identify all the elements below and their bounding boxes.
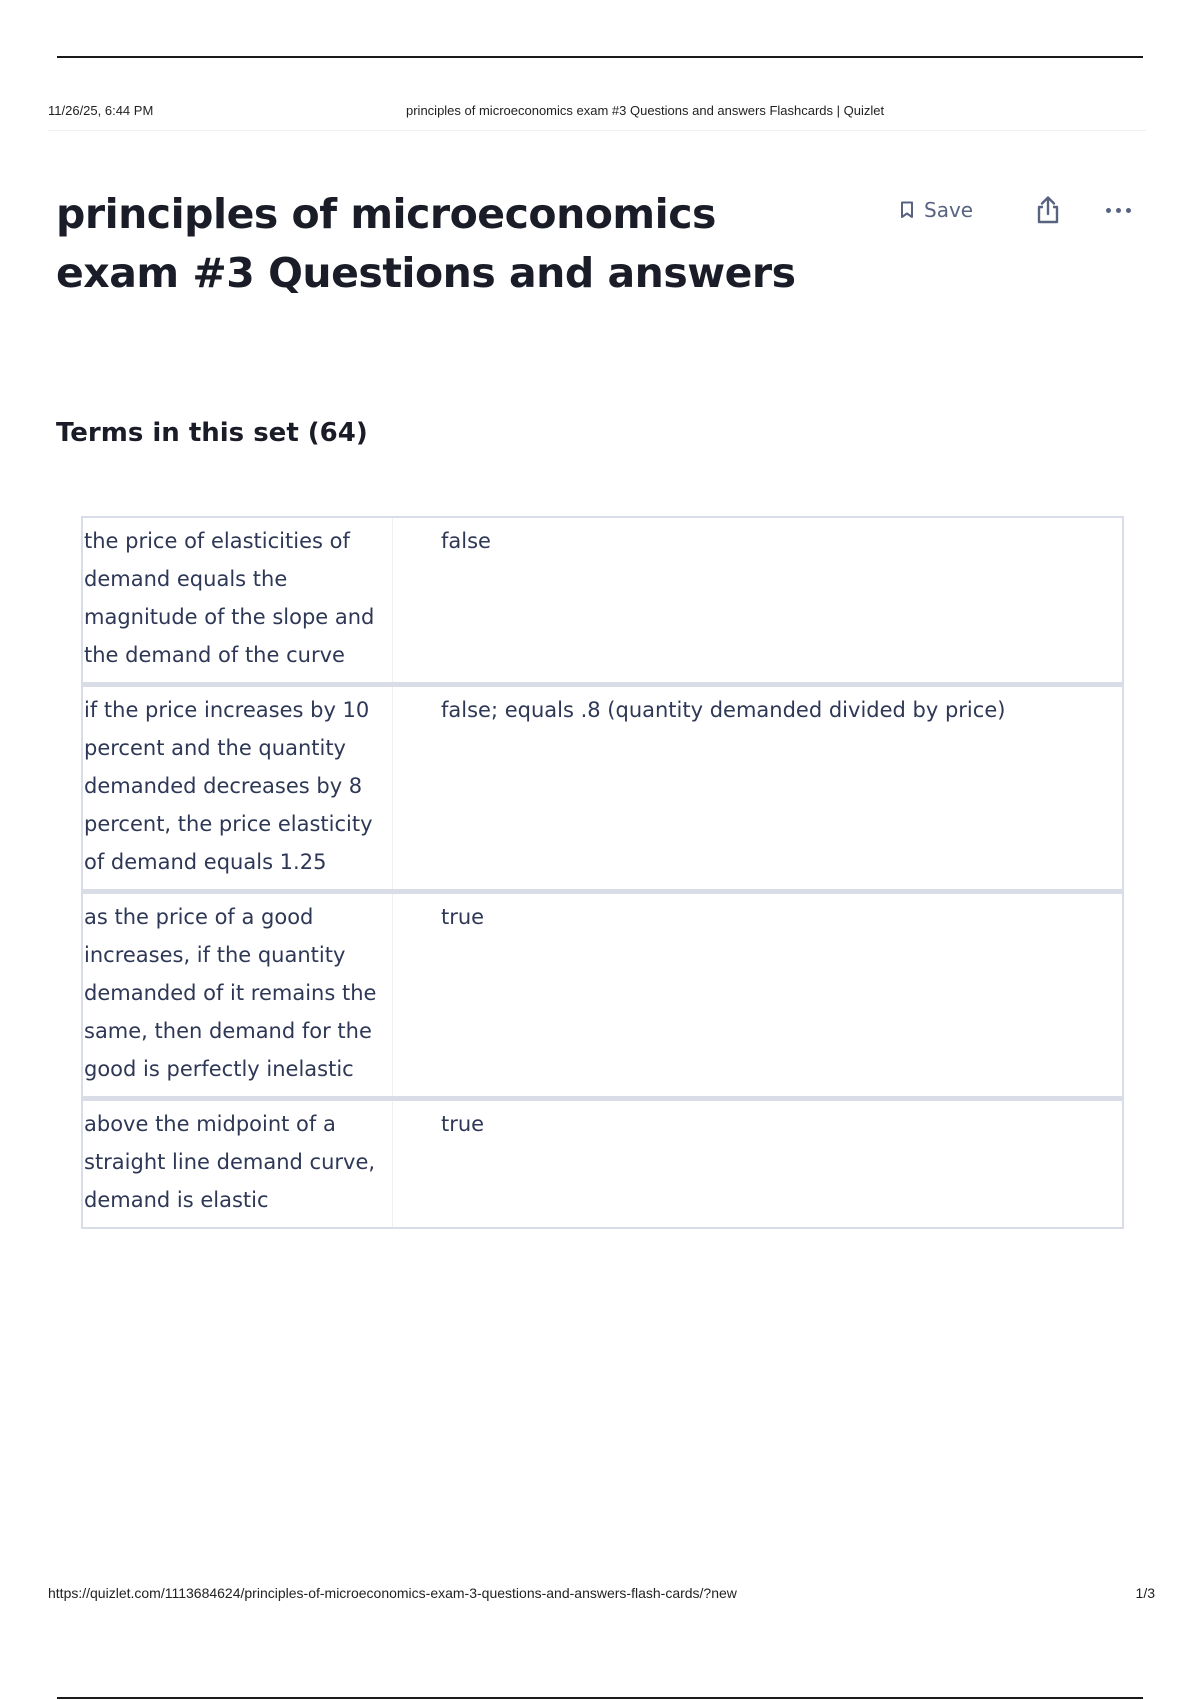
share-button[interactable] — [1033, 190, 1063, 230]
header-divider — [48, 130, 1146, 131]
print-doc-title: principles of microeconomics exam #3 Questions and answers Flashcards | Quizlet — [406, 103, 885, 118]
page-title-line-1: principles of microeconomics — [56, 190, 716, 238]
more-options-icon-dot — [1126, 208, 1131, 213]
page-top-rule — [57, 56, 1143, 58]
page-title — [56, 185, 816, 303]
flashcard-row[interactable] — [81, 1098, 1124, 1229]
print-date: 11/26/25, 6:44 PM — [48, 103, 154, 118]
bookmark-icon — [900, 201, 914, 219]
print-footer-url: https://quizlet.com/1113684624/principles-of-microeconomics-exam-3-questions-and-answers-flash-cards/?new — [48, 1585, 737, 1601]
flashcard-term: if the price increases by 10 percent and the quantity demanded decreases by 8 percent, the price elasticity of demand equals 1.25 — [83, 687, 393, 889]
flashcard-definition: false — [441, 529, 491, 553]
flashcard-term: above the midpoint of a straight line demand curve, demand is elastic — [83, 1101, 393, 1227]
flashcard-definition: false; equals .8 (quantity demanded divided by price) — [441, 698, 1006, 722]
more-options-icon-dot — [1116, 208, 1121, 213]
print-page-number: 1/3 — [1135, 1585, 1155, 1601]
share-icon — [1035, 195, 1061, 225]
flashcard-definition: true — [441, 1112, 485, 1136]
flashcard-term: as the price of a good increases, if the quantity demanded of it remains the same, then demand for the good is perfectly inelastic — [83, 894, 393, 1096]
flashcard-term: the price of elasticities of demand equals the magnitude of the slope and the demand of the curve — [83, 518, 393, 682]
flashcard-list — [81, 516, 1124, 1229]
terms-heading: Terms in this set (64) — [56, 418, 368, 448]
more-options-icon-dot — [1106, 208, 1111, 213]
page-title-line-2: exam #3 Questions and answers — [56, 249, 796, 297]
flashcard-definition: true — [441, 905, 485, 929]
print-header — [48, 103, 1152, 123]
flashcard-row[interactable] — [81, 891, 1124, 1098]
save-button[interactable] — [900, 190, 1000, 230]
more-options-button[interactable] — [1100, 190, 1136, 230]
save-label: Save — [924, 198, 974, 222]
flashcard-row[interactable] — [81, 516, 1124, 684]
flashcard-row[interactable] — [81, 684, 1124, 891]
page-bottom-rule — [57, 1697, 1143, 1699]
